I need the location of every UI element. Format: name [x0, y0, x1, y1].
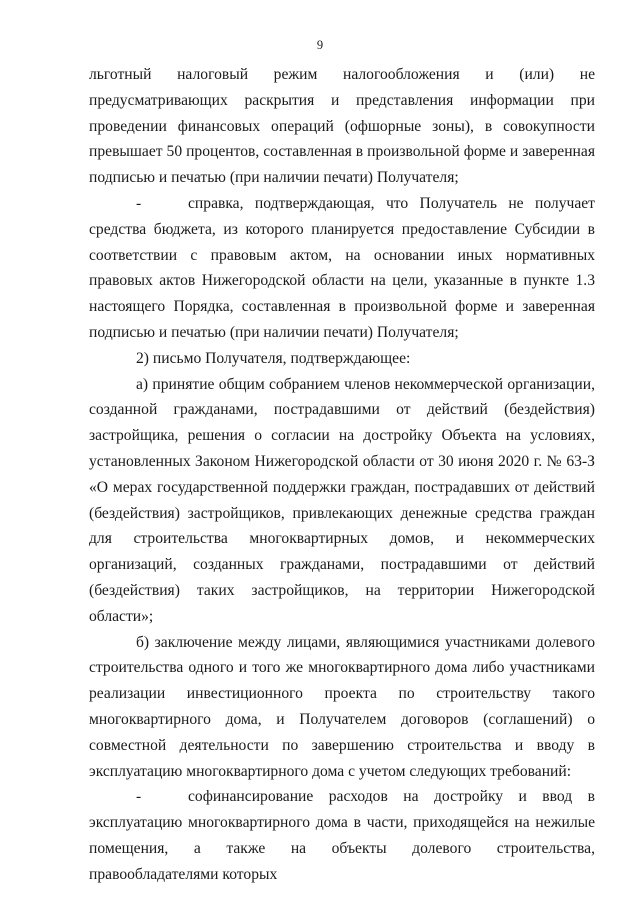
document-body	[89, 62, 595, 888]
page-number: 9	[316, 38, 324, 52]
paragraph: б) заключение между лицами, являющимися участниками долевого строительства одного и того же многоквартирного дома либо участниками реализации инвестиционного проекта по строительству такого многоквартирного дома, и Получателем договоров (соглашений) о совместной деятельности по завершению строительства и вводу в эксплуатацию многоквартирного дома с учетом следующих требований:	[89, 633, 595, 780]
paragraph: 2) письмо Получателя, подтверждающее:	[136, 349, 411, 367]
paragraph-continuation: льготный налоговый режим налогообложения и (или) не предусматривающих раскрытия и представления информации при проведении финансовых операций (офшорные зоны), в совокупности превышает 50 процентов, составленная в произвольной форме и заверенная подписью и печатью (при наличии печати) Получателя;	[89, 66, 595, 187]
paragraph: а) принятие общим собранием членов некоммерческой организации, созданной гражданами, пострадавшими от действий (бездействия) застройщика, решения о согласии на достройку Объекта на условиях, установленных Законом Нижегородской области от 30 июня 2020 г. № 63-З «О мерах государственной поддержки граждан, пострадавших от действий (бездействия) застройщиков, привлекающих денежные средства граждан для строительства многоквартирных домов, и некоммерческих организаций, созданных гражданами, пострадавшими от действий (бездействия) таких застройщиков, на территории Нижегородской области»;	[89, 375, 595, 625]
list-item-text: софинансирование расходов на достройку и ввод в эксплуатацию многоквартирного дома в части, приходящейся на нежилые помещения, а также на объекты долевого строительства, правообладателями которых	[89, 788, 595, 883]
dash-marker: -	[136, 194, 142, 212]
list-item-dash	[89, 784, 595, 887]
list-item-text: справка, подтверждающая, что Получатель не получает средства бюджета, из которого планируется предоставление Субсидии в соответствии с правовым актом, на основании иных нормативных правовых актов Нижегородской области на цели, указанные в пункте 1.3 настоящего Порядка, составленная в произвольной форме и заверенная подписью и печатью (при наличии печати) Получателя;	[89, 194, 595, 341]
dash-marker: -	[136, 788, 142, 806]
list-item-dash	[89, 191, 595, 346]
